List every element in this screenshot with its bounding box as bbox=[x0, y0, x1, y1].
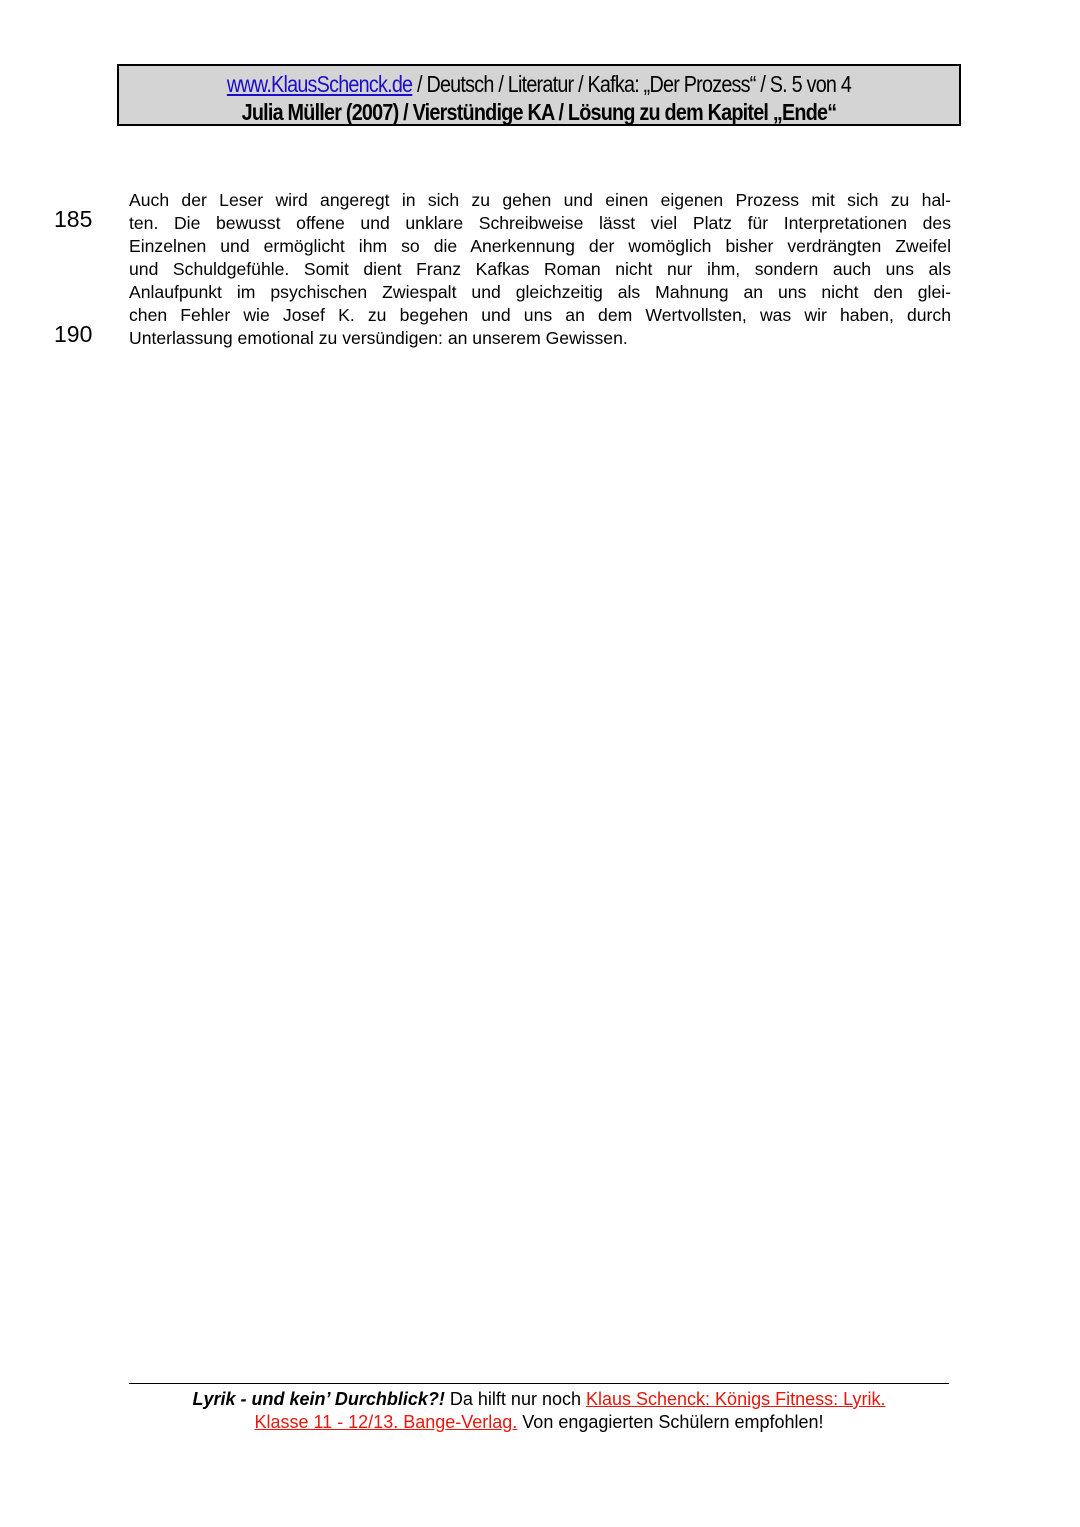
footer-advert bbox=[129, 1388, 949, 1434]
line-number-190: 190 bbox=[54, 321, 93, 347]
line-number-185: 185 bbox=[54, 206, 93, 232]
paragraph-line: und Schuldgefühle. Somit dient Franz Kafkas Roman nicht nur ihm, sondern auch uns als bbox=[129, 259, 951, 279]
paragraph-line: ten. Die bewusst offene und unklare Schreibweise lässt viel Platz für Interpretationen des bbox=[129, 213, 951, 233]
paragraph-line: chen Fehler wie Josef K. zu begehen und uns an dem Wertvollsten, was wir haben, durch bbox=[129, 305, 951, 325]
paragraph-line: Anlaufpunkt im psychischen Zwiespalt und gleichzeitig als Mahnung an uns nicht den glei- bbox=[129, 282, 951, 302]
footer-tail-text: Von engagierten Schülern empfohlen! bbox=[517, 1412, 824, 1432]
paragraph-line: Einzelnen und ermöglicht ihm so die Anerkennung der womöglich bisher verdrängten Zweifel bbox=[129, 236, 951, 256]
footer-lead-text: Da hilft nur noch bbox=[444, 1389, 586, 1409]
site-link[interactable]: www.KlausSchenck.de bbox=[226, 71, 413, 97]
book-link-title[interactable]: Klaus Schenck: Königs Fitness: Lyrik. bbox=[585, 1389, 886, 1409]
document-header bbox=[117, 64, 961, 126]
footer-divider bbox=[129, 1383, 949, 1384]
paragraph-line: Auch der Leser wird angeregt in sich zu gehen und einen eigenen Prozess mit sich zu hal- bbox=[129, 190, 951, 210]
paragraph-line: Unterlassung emotional zu versündigen: an unserem Gewissen. bbox=[129, 328, 628, 348]
header-subtitle: Julia Müller (2007) / Vierstündige KA / Lösung zu dem Kapitel „Ende“ bbox=[241, 99, 837, 125]
footer-slogan: Lyrik - und kein’ Durchblick?! bbox=[192, 1389, 445, 1409]
book-link-publisher[interactable]: Klasse 11 - 12/13. Bange-Verlag. bbox=[254, 1412, 518, 1432]
essay-paragraph bbox=[129, 189, 951, 350]
header-title-line bbox=[178, 71, 900, 98]
header-breadcrumb: / Deutsch / Literatur / Kafka: „Der Prozess“ / S. 5 von 4 bbox=[412, 71, 852, 97]
